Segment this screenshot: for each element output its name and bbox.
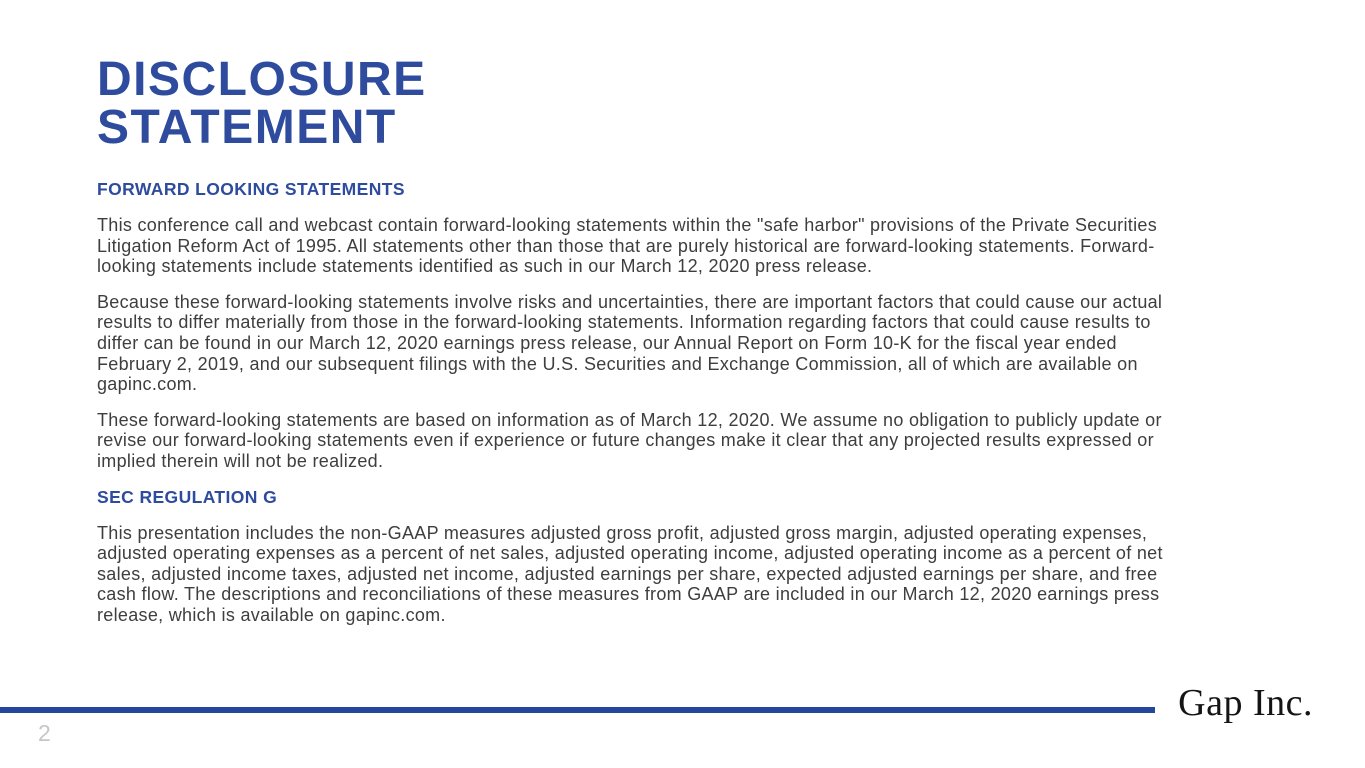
- page-number: 2: [38, 720, 51, 746]
- gap-inc-logo: Gap Inc.: [1178, 682, 1313, 724]
- forward-looking-paragraph-3: These forward-looking statements are based on information as of March 12, 2020. We assume no obligation to publicly update or revise our forward-looking statements even if experience or future changes make it clear that any projected results expressed or implied therein will not be realized.: [97, 409, 1162, 471]
- section-sec-regulation-g: [97, 487, 1312, 626]
- section-forward-looking-statements: [97, 179, 1312, 472]
- page-title: DISCLOSURE STATEMENT: [97, 53, 427, 154]
- sec-regulation-g-paragraph-1: This presentation includes the non-GAAP measures adjusted gross profit, adjusted gross margin, adjusted operating expenses, adjusted operating expenses as a percent of net sales, adjusted operating income, adjusted operating income as a percent of net sales, adjusted income taxes, adjusted net income, adjusted earnings per share, expected adjusted earnings per share, and free cash flow. The descriptions and reconciliations of these measures from GAAP are included in our March 12, 2020 earnings press release, which is available on gapinc.com.: [97, 522, 1163, 625]
- slide-content: [97, 53, 1312, 641]
- footer-divider-rule: [0, 707, 1155, 713]
- forward-looking-paragraph-1: This conference call and webcast contain forward-looking statements within the "safe harbor" provisions of the Private Securities Litigation Reform Act of 1995. All statements other than those that are purely historical are forward-looking statements. Forward- looking statements include statements identified as such in our March 12, 2020 press release.: [97, 215, 1157, 277]
- sec-regulation-g-heading: SEC REGULATION G: [97, 486, 278, 507]
- forward-looking-statements-heading: FORWARD LOOKING STATEMENTS: [97, 179, 405, 199]
- forward-looking-paragraph-2: Because these forward-looking statements involve risks and uncertainties, there are important factors that could cause our actual results to differ materially from those in the forward-looking statements. Information regarding factors that could cause results to differ can be found in our March 12, 2020 earnings press release, our Annual Report on Form 10-K for the fiscal year ended February 2, 2019, and our subsequent filings with the U.S. Securities and Exchange Commission, all of which are available on gapinc.com.: [97, 291, 1163, 395]
